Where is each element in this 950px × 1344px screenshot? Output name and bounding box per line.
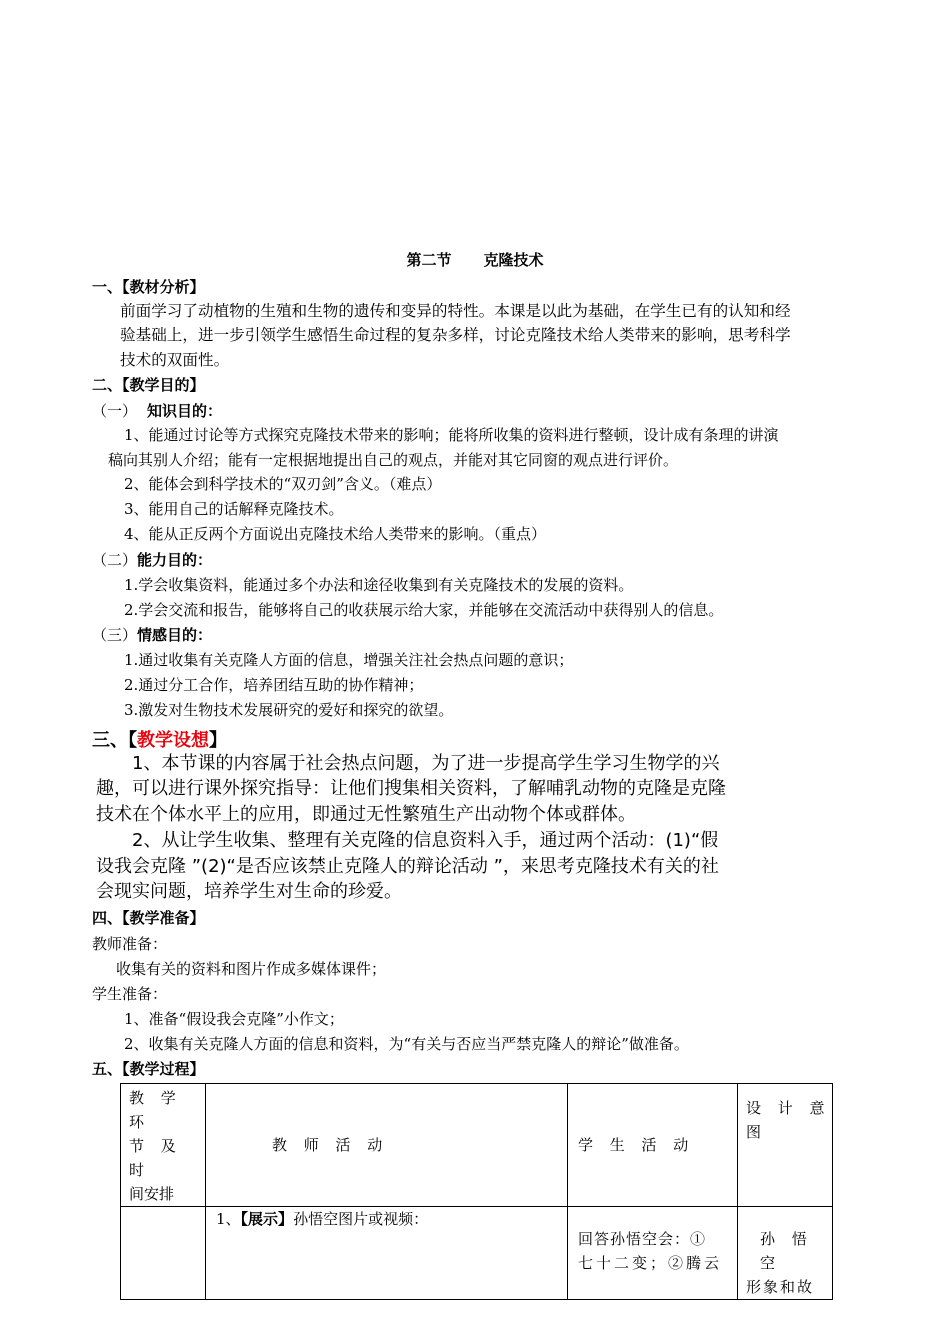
row-intent-cell [738,1207,833,1300]
subsection-title: 能力目的： [137,551,213,569]
knowledge-goal-item: 1、能通过讨论等方式探究克隆技术带来的影响；能将所收集的资料进行整顿，设计成有条理的讲演 [124,426,779,444]
section-heading-teaching-goals: 二、【教学目的】 [92,376,205,394]
student-activity-text: 七十二变；②腾云 [578,1254,723,1272]
header-text: 设 计 意 [746,1099,831,1117]
knowledge-goal-item: 2、能体会到科学技术的“双刃剑”含义。（难点） [124,475,442,493]
header-cell-student-activity [568,1084,738,1207]
subsection-label: （三） [92,626,138,644]
item-tag: 【展示】 [240,1210,294,1228]
knowledge-goal-item: 4、能从正反两个方面说出克隆技术给人类带来的影响。（重点） [124,525,547,543]
subsection-ability-goals [92,548,212,572]
student-preparation-item: 2、收集有关克隆人方面的信息和资料，为“有关与否应当严禁克隆人的辩论”做准备。 [124,1035,689,1053]
analysis-line: 技术的双面性。 [120,351,230,369]
student-preparation-label: 学生准备： [92,985,168,1003]
emotion-goal-item: 2.通过分工合作，培养团结互助的协作精神； [124,676,424,694]
emotion-goal-item: 1.通过收集有关克隆人方面的信息，增强关注社会热点问题的意识； [124,651,574,669]
design-intent-text: 孙 悟 空 [760,1230,813,1272]
header-text: 间安排 [129,1185,175,1203]
header-text: 教 师 活 动 [272,1136,389,1154]
section-heading-textbook-analysis: 一、【教材分析】 [92,278,205,296]
subsection-title: 情感目的： [137,626,213,644]
item-number: 1、 [216,1210,241,1228]
teacher-preparation-label: 教师准备： [92,935,168,953]
design-line: 1、本节课的内容属于社会热点问题，为了进一步提高学生学习生物学的兴 [132,753,720,774]
subsection-title: 知识目的： [147,402,223,420]
student-activity-text: 回答孙悟空会：① [578,1230,707,1248]
ability-goal-item: 2.学会交流和报告，能够将自己的收获展示给大家，并能够在交流活动中获得别人的信息。 [124,601,724,619]
design-line: 趣，可以进行课外探究指导：让他们搜集相关资料，了解哺乳动物的克隆是克隆 [96,778,726,799]
header-cell-stage-time [121,1084,206,1207]
design-line: 会现实问题，培养学生对生命的珍爱。 [96,881,402,902]
section-heading-teaching-preparation: 四、【教学准备】 [92,909,205,927]
emotion-goal-item: 3.激发对生物技术发展研究的爱好和探究的欲望。 [124,701,454,719]
teacher-preparation-item: 收集有关的资料和图片作成多媒体课件； [116,960,387,978]
title-topic: 克隆技术 [483,251,544,269]
header-text: 学 生 活 动 [578,1136,695,1154]
design-line: 技术在个体水平上的应用，即通过无性繁殖生产出动物个体或群体。 [96,804,636,825]
ability-goal-item: 1.学会收集资料，能通过多个办法和途径收集到有关克隆技术的发展的资料。 [124,576,634,594]
header-cell-design-intent [738,1084,833,1207]
design-intent-text: 形象和故 [746,1278,815,1296]
table-row [121,1207,833,1300]
header-text: 节 及 时 [129,1137,182,1179]
title-section-number: 第二节 [406,251,452,269]
knowledge-goal-item: 3、能用自己的话解释克隆技术。 [124,500,344,518]
header-cell-teacher-activity [206,1084,568,1207]
design-line: 2、从让学生收集、整理有关克隆的信息资料入手，通过两个活动：(1)“假 [132,830,719,851]
analysis-line: 前面学习了动植物的生殖和生物的遗传和变异的特性。本课是以此为基础，在学生已有的认知和经 [120,302,791,320]
teaching-process-table [120,1083,833,1300]
row-stage-cell [121,1207,206,1300]
page-title [0,248,950,272]
header-text: 教 学 环 [129,1089,182,1131]
subsection-label: （二） [92,551,138,569]
section-heading-teaching-process: 五、【教学过程】 [92,1060,205,1078]
knowledge-goal-item: 稿向其别人介绍；能有一定根据地提出自己的观点，并能对其它同窗的观点进行评价。 [108,451,679,469]
heading-suffix: 】 [209,730,227,751]
heading-prefix: 三、【 [92,730,137,751]
student-preparation-item: 1、准备“假设我会克隆”小作文； [124,1010,344,1028]
table-header-row [121,1084,833,1207]
row-student-cell [568,1207,738,1300]
design-line: 设我会克隆 ”(2)“是否应该禁止克隆人的辩论活动 ”，来思考克隆技术有关的社 [96,856,719,877]
item-text: 孙悟空图片或视频： [293,1210,429,1228]
header-text: 图 [746,1123,762,1141]
row-teacher-cell [206,1207,568,1300]
heading-highlight: 教学设想 [137,730,209,751]
analysis-line: 验基础上，进一步引领学生感悟生命过程的复杂多样，讨论克隆技术给人类带来的影响，思考科学 [120,326,791,344]
subsection-emotion-goals [92,623,212,647]
subsection-knowledge-goals [92,399,222,423]
subsection-label: （一） [92,402,138,420]
